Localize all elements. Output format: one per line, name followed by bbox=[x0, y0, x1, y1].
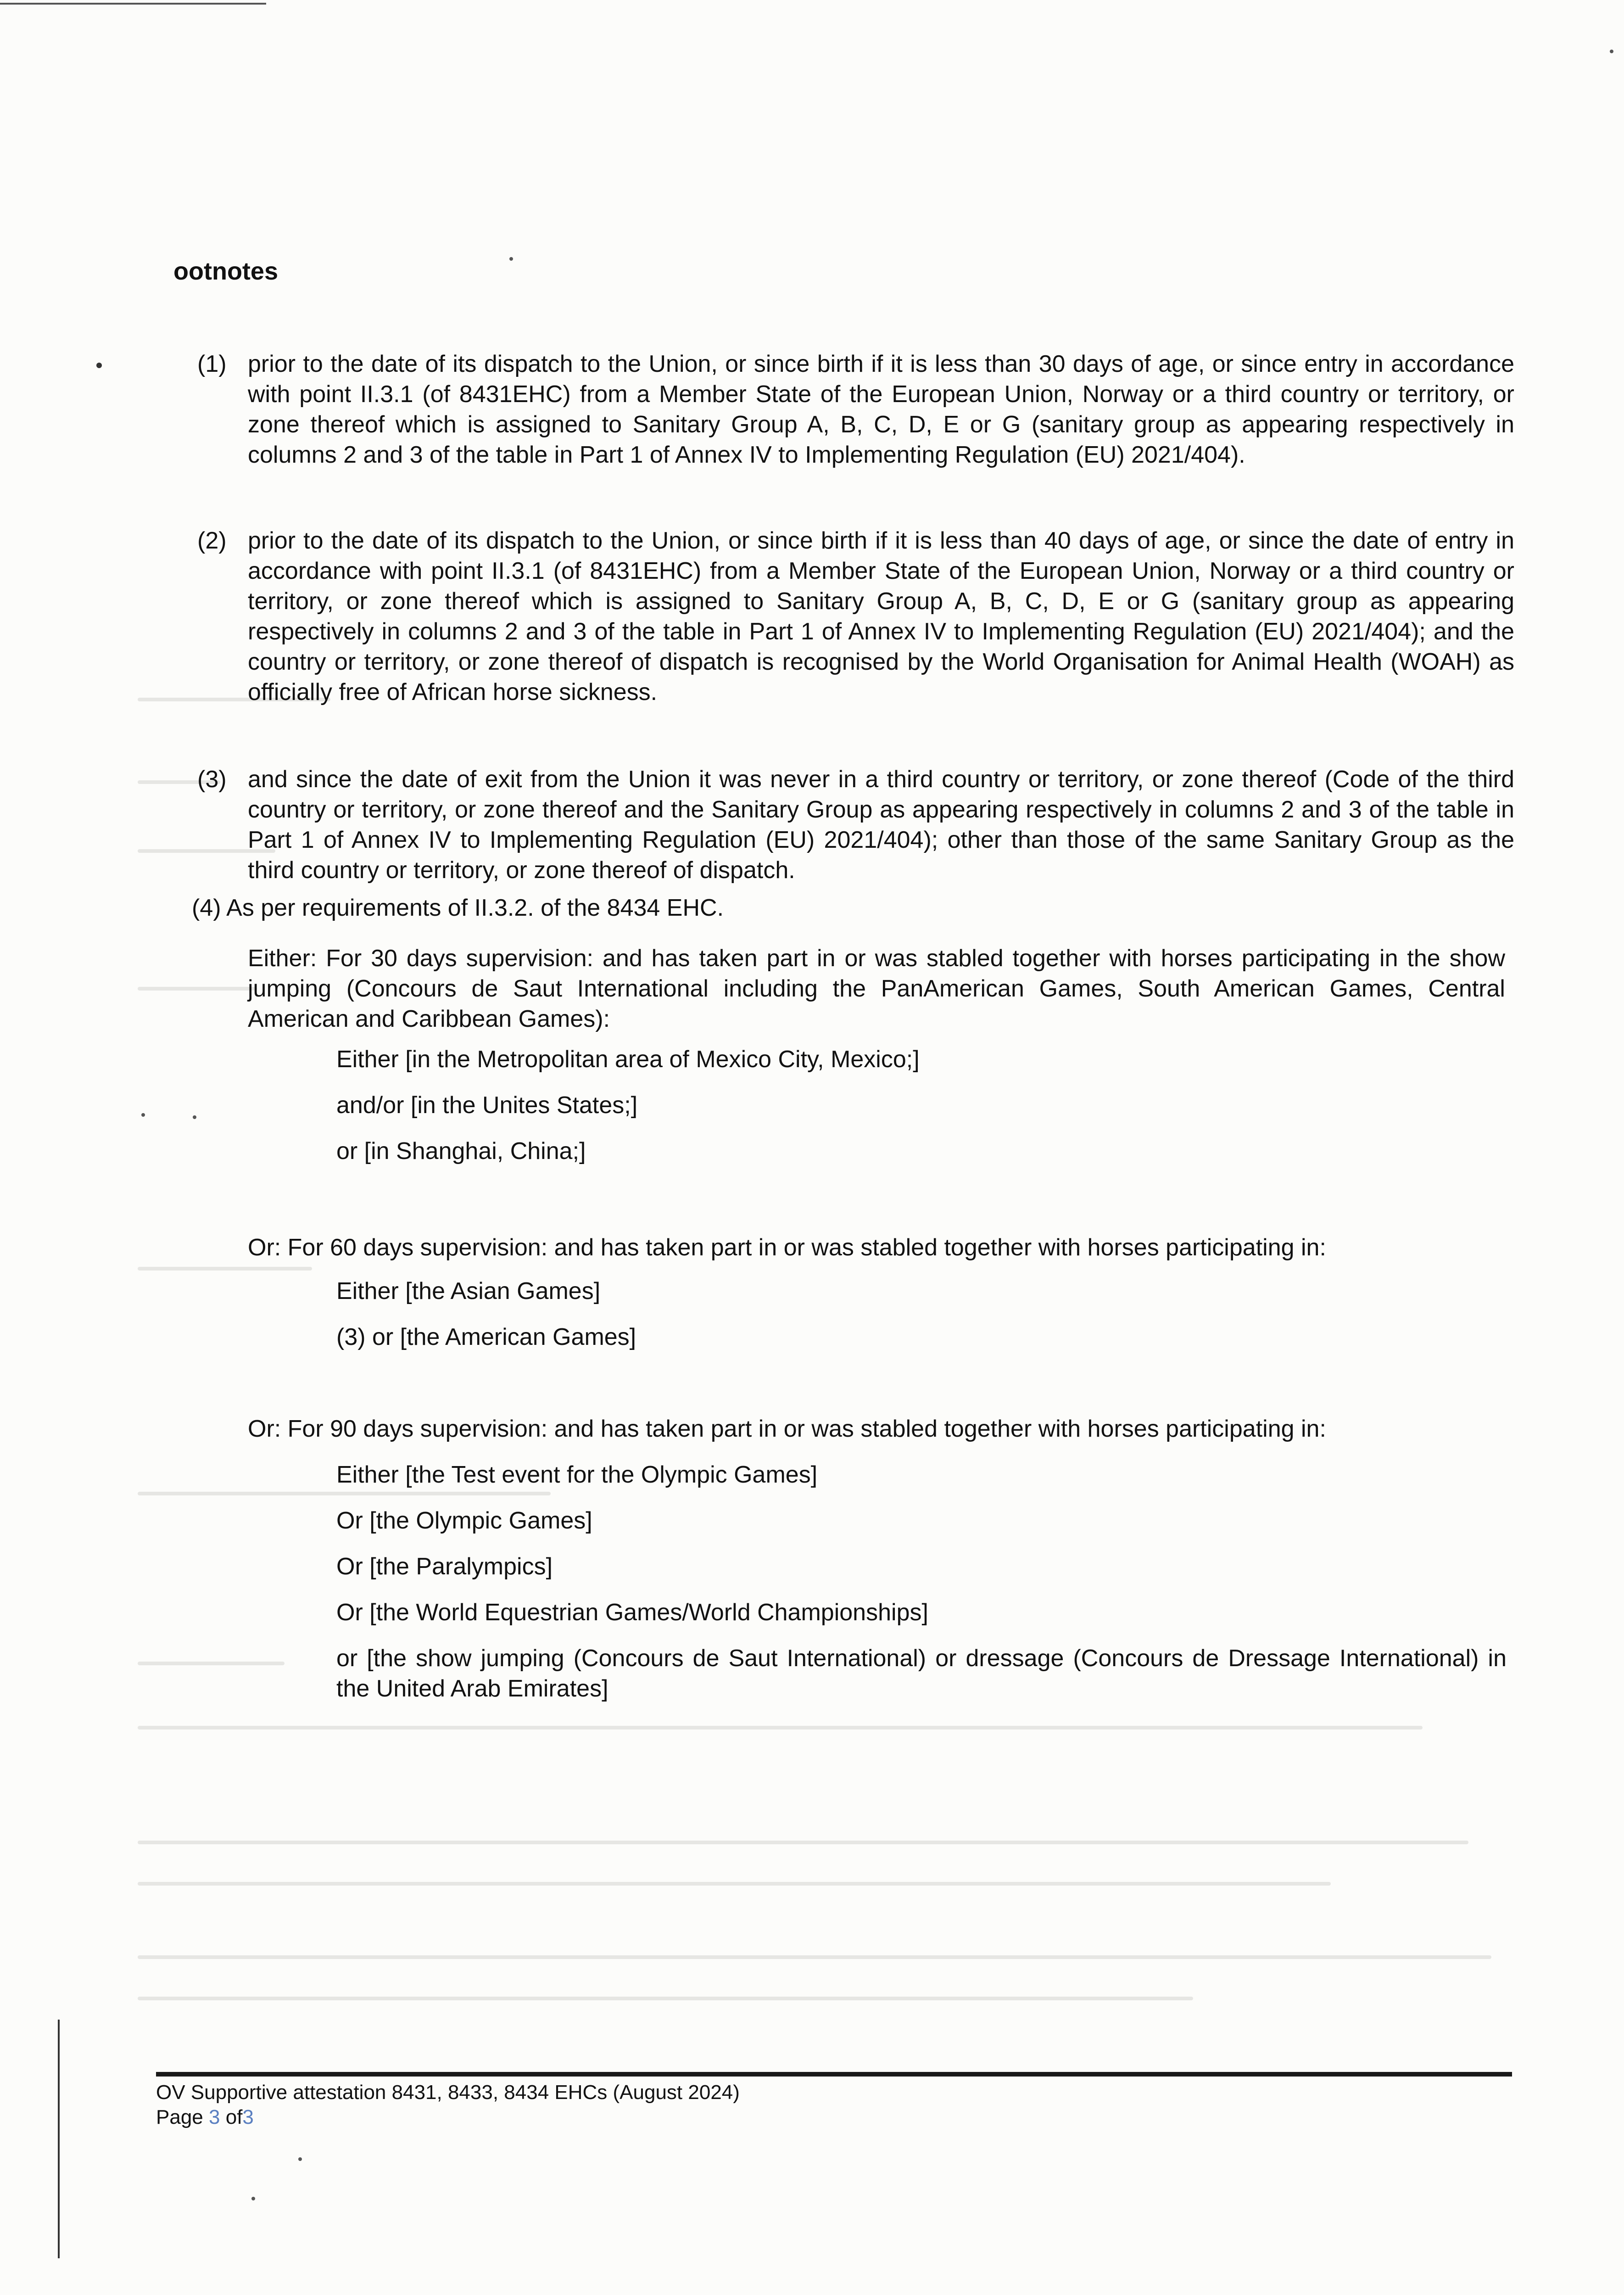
scan-speck bbox=[141, 1113, 145, 1117]
footnote-4-option: or [in Shanghai, China;] bbox=[336, 1138, 586, 1164]
bleed-through bbox=[138, 1662, 285, 1665]
footnote-4-or-90-days: Or: For 90 days supervision: and has taken part in or was stabled together with horses participating in: bbox=[248, 1416, 1326, 1442]
footnote-1 bbox=[197, 349, 1514, 470]
footnote-number: (2) bbox=[197, 527, 227, 554]
footer-title: OV Supportive attestation 8431, 8433, 8434 EHCs (August 2024) bbox=[156, 2081, 740, 2104]
footnote-4-option: Or [the Olympic Games] bbox=[336, 1507, 592, 1534]
footnote-4-or-60-days: Or: For 60 days supervision: and has taken part in or was stabled together with horses participating in: bbox=[248, 1234, 1326, 1261]
footnote-4-option: or [the show jumping (Concours de Saut International) or dressage (Concours de Dressage International) in the United Arab Emirates] bbox=[336, 1645, 1507, 1702]
bleed-through bbox=[138, 987, 257, 991]
footnote-3 bbox=[197, 764, 1514, 885]
footnote-number: (1) bbox=[197, 351, 227, 377]
scan-edge-line bbox=[58, 2020, 60, 2258]
footnote-4-option: and/or [in the Unites States;] bbox=[336, 1092, 638, 1119]
page-total: 3 bbox=[242, 2106, 254, 2128]
scan-speck bbox=[509, 257, 513, 261]
bleed-through bbox=[138, 1726, 1423, 1730]
bleed-through bbox=[138, 1492, 551, 1495]
footnote-2 bbox=[197, 526, 1514, 707]
footnote-number: (3) bbox=[197, 766, 227, 793]
scan-speck bbox=[1610, 50, 1613, 53]
scan-edge-line bbox=[0, 3, 266, 5]
footnote-4-option: Or [the World Equestrian Games/World Championships] bbox=[336, 1599, 928, 1626]
scan-speck bbox=[193, 1115, 196, 1119]
bleed-through bbox=[138, 1955, 1491, 1959]
scan-speck bbox=[251, 2197, 255, 2200]
scan-speck bbox=[298, 2157, 302, 2161]
footnote-4-option: Either [the Asian Games] bbox=[336, 1278, 601, 1304]
page-of: of bbox=[225, 2106, 243, 2128]
scan-speck bbox=[96, 363, 102, 368]
page-number bbox=[156, 2105, 254, 2130]
footnote-4-option: Or [the Paralympics] bbox=[336, 1553, 553, 1580]
bleed-through bbox=[138, 1267, 312, 1271]
bleed-through bbox=[138, 1882, 1331, 1886]
footnote-text: prior to the date of its dispatch to the Union, or since birth if it is less than 40 days of age, or since the date of entry in accordance with point II.3.1 (of 8431EHC) from a Member State of the European Union, Norway or a third country or territory, or zone thereof which is assigned to Sanitary Group A, B, C, D, E or G (sanitary group as appearing respectively in columns 2 and 3 of the table in Part 1 of Annex IV to Implementing Regulation (EU) 2021/404); and the country or territory, or zone thereof of dispatch is recognised by the World Organisation for Animal Health (WOAH) as officially free of African horse sickness. bbox=[248, 527, 1514, 705]
footnote-4-option: Either [in the Metropolitan area of Mexico City, Mexico;] bbox=[336, 1046, 920, 1073]
footnote-text: and since the date of exit from the Union it was never in a third country or territory, or zone thereof (Code of the third country or territory, or zone thereof and the Sanitary Group as appearing respectively in columns 2 and 3 of the table in Part 1 of Annex IV to Implementing Regulation (EU) 2021/404); other than those of the same Sanitary Group as the third country or territory, or zone thereof of dispatch. bbox=[248, 766, 1514, 884]
footnote-text: prior to the date of its dispatch to the Union, or since birth if it is less than 30 days of age, or since entry in accordance with point II.3.1 (of 8431EHC) from a Member State of the European Union, Norway or a third country or territory, or zone thereof which is assigned to Sanitary Group A, B, C, D, E or G (sanitary group as appearing respectively in columns 2 and 3 of the table in Part 1 of Annex IV to Implementing Regulation (EU) 2021/404). bbox=[248, 351, 1514, 468]
footnotes-heading: ootnotes bbox=[173, 257, 278, 285]
footnote-4-option: (3) or [the American Games] bbox=[336, 1324, 636, 1350]
footnote-4-title: (4) As per requirements of II.3.2. of the 8434 EHC. bbox=[192, 895, 724, 921]
page-current: 3 bbox=[209, 2106, 220, 2128]
footnote-4-either-30-days: Either: For 30 days supervision: and has taken part in or was stabled together with horses participating in the show jumping (Concours de Saut International including the PanAmerican Games, South American Games, Central American and Caribbean Games): bbox=[248, 945, 1505, 1032]
bleed-through bbox=[138, 1997, 1193, 2000]
bleed-through bbox=[138, 1841, 1468, 1844]
footer-divider bbox=[156, 2072, 1512, 2077]
footnote-4-option: Either [the Test event for the Olympic Games] bbox=[336, 1461, 818, 1488]
page-prefix: Page bbox=[156, 2106, 203, 2128]
